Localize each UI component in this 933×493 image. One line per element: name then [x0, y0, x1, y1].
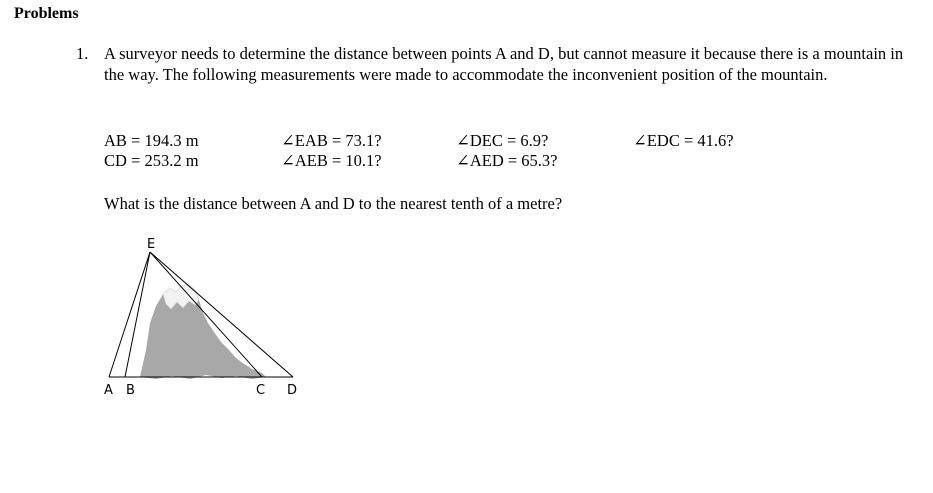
measurement-edc: ∠EDC = 41.6? — [633, 131, 734, 150]
measurement-aed: ∠AED = 65.3? — [456, 151, 558, 170]
problems-heading: Problems — [14, 5, 79, 22]
measurement-cd: CD = 253.2 m — [104, 151, 199, 170]
problem-statement: A surveyor needs to determine the distance between points A and D, but cannot measure it because there is a mountain in the way. The following measurements were made to accommodate the inconvenient position of the mountain. — [104, 44, 904, 84]
label-a: A — [104, 383, 113, 398]
measurement-dec: ∠DEC = 6.9? — [456, 131, 549, 150]
line-be — [125, 252, 150, 377]
label-e: E — [147, 237, 156, 252]
mountain-shape — [140, 284, 266, 379]
label-c: C — [256, 383, 266, 398]
measurement-ab: AB = 194.3 m — [104, 131, 199, 150]
line-ae — [109, 252, 150, 377]
line-de — [150, 252, 293, 377]
problem-number: 1. — [76, 44, 89, 63]
label-d: D — [287, 383, 298, 398]
snow-cap — [163, 284, 199, 309]
question-text: What is the distance between A and D to the nearest tenth of a metre? — [104, 194, 563, 213]
measurement-aeb: ∠AEB = 10.1? — [281, 151, 382, 170]
measurement-eab: ∠EAB = 73.1? — [281, 131, 382, 150]
line-ce — [150, 252, 262, 377]
label-b: B — [126, 383, 135, 398]
